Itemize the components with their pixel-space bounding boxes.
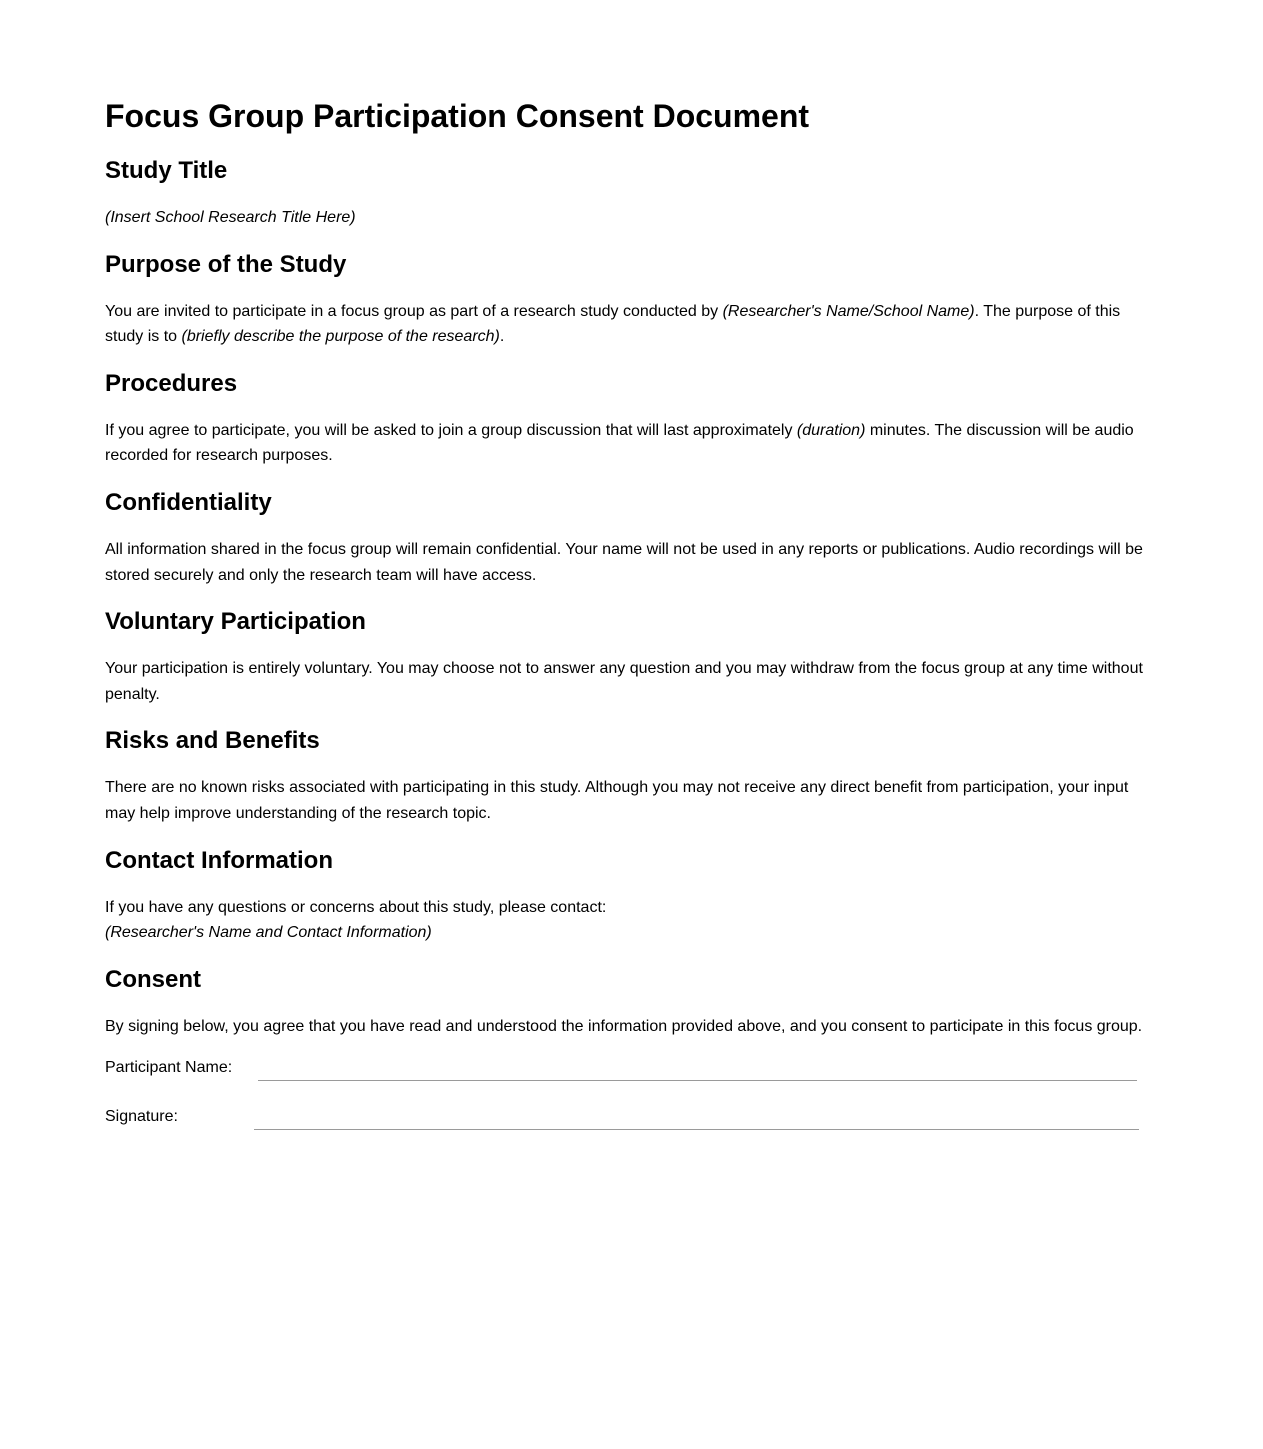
procedures-text-1: If you agree to participate, you will be asked to join a group discussion that will last approximately (105, 421, 797, 439)
section-study-title (105, 157, 1160, 231)
procedures-text-2: minutes. The discussion will be audio recorded for research purposes. (105, 421, 1134, 465)
document-title: Focus Group Participation Consent Document (105, 98, 810, 134)
signature-line[interactable] (254, 1129, 1139, 1130)
procedures-paragraph (105, 418, 1160, 469)
section-procedures (105, 370, 1160, 469)
purpose-paragraph (105, 299, 1160, 350)
consent-paragraph: By signing below, you agree that you have read and understood the information provided above, and you consent to participate in this focus group. (105, 1017, 1143, 1035)
section-confidentiality (105, 489, 1160, 588)
section-heading-study-title: Study Title (105, 157, 228, 184)
signature-row (105, 1104, 1160, 1130)
section-heading-voluntary: Voluntary Participation (105, 608, 366, 636)
purpose-text-2: . The purpose of this study is to (105, 302, 1121, 346)
voluntary-paragraph: Your participation is entirely voluntary. You may choose not to answer any question and you may withdraw from the focus group at any time without penalty. (105, 660, 1143, 703)
purpose-text-1: You are invited to participate in a focus group as part of a research study conducted by (105, 302, 723, 320)
participant-name-label: Participant Name: (105, 1059, 233, 1077)
purpose-description-placeholder: (briefly describe the purpose of the research) (181, 328, 500, 346)
section-risks-benefits (105, 727, 1160, 826)
researcher-school-placeholder: (Researcher's Name/School Name) (722, 302, 975, 320)
participant-name-line[interactable] (258, 1080, 1137, 1081)
signature-label: Signature: (105, 1108, 178, 1126)
section-contact-information (105, 847, 1160, 946)
risks-paragraph: There are no known risks associated with participating in this study. Although you may not receive any direct benefit from participation, your input may help improve understanding of the research topic. (105, 779, 1129, 822)
consent-document (105, 0, 1160, 1130)
section-heading-procedures: Procedures (105, 369, 238, 397)
section-consent (105, 966, 1160, 1131)
section-purpose (105, 251, 1160, 350)
section-heading-consent: Consent (105, 965, 201, 993)
section-heading-confidentiality: Confidentiality (105, 488, 272, 516)
contact-paragraph (105, 895, 1160, 946)
section-heading-risks: Risks and Benefits (105, 727, 320, 755)
purpose-text-3: . (499, 328, 505, 346)
contact-placeholder: (Researcher's Name and Contact Information) (105, 924, 432, 942)
study-title-placeholder-text: (Insert School Research Title Here) (105, 209, 356, 226)
study-title-placeholder (105, 205, 1160, 231)
duration-placeholder: (duration) (796, 421, 866, 439)
section-heading-contact: Contact Information (105, 846, 333, 874)
section-voluntary-participation (105, 608, 1160, 707)
participant-name-row (105, 1055, 1160, 1081)
contact-text: If you have any questions or concerns about this study, please contact: (105, 898, 607, 916)
section-heading-purpose: Purpose of the Study (105, 250, 347, 278)
confidentiality-paragraph: All information shared in the focus group will remain confidential. Your name will not be used in any reports or publications. Audio recordings will be stored securely and only the research team will have access. (105, 540, 1143, 584)
